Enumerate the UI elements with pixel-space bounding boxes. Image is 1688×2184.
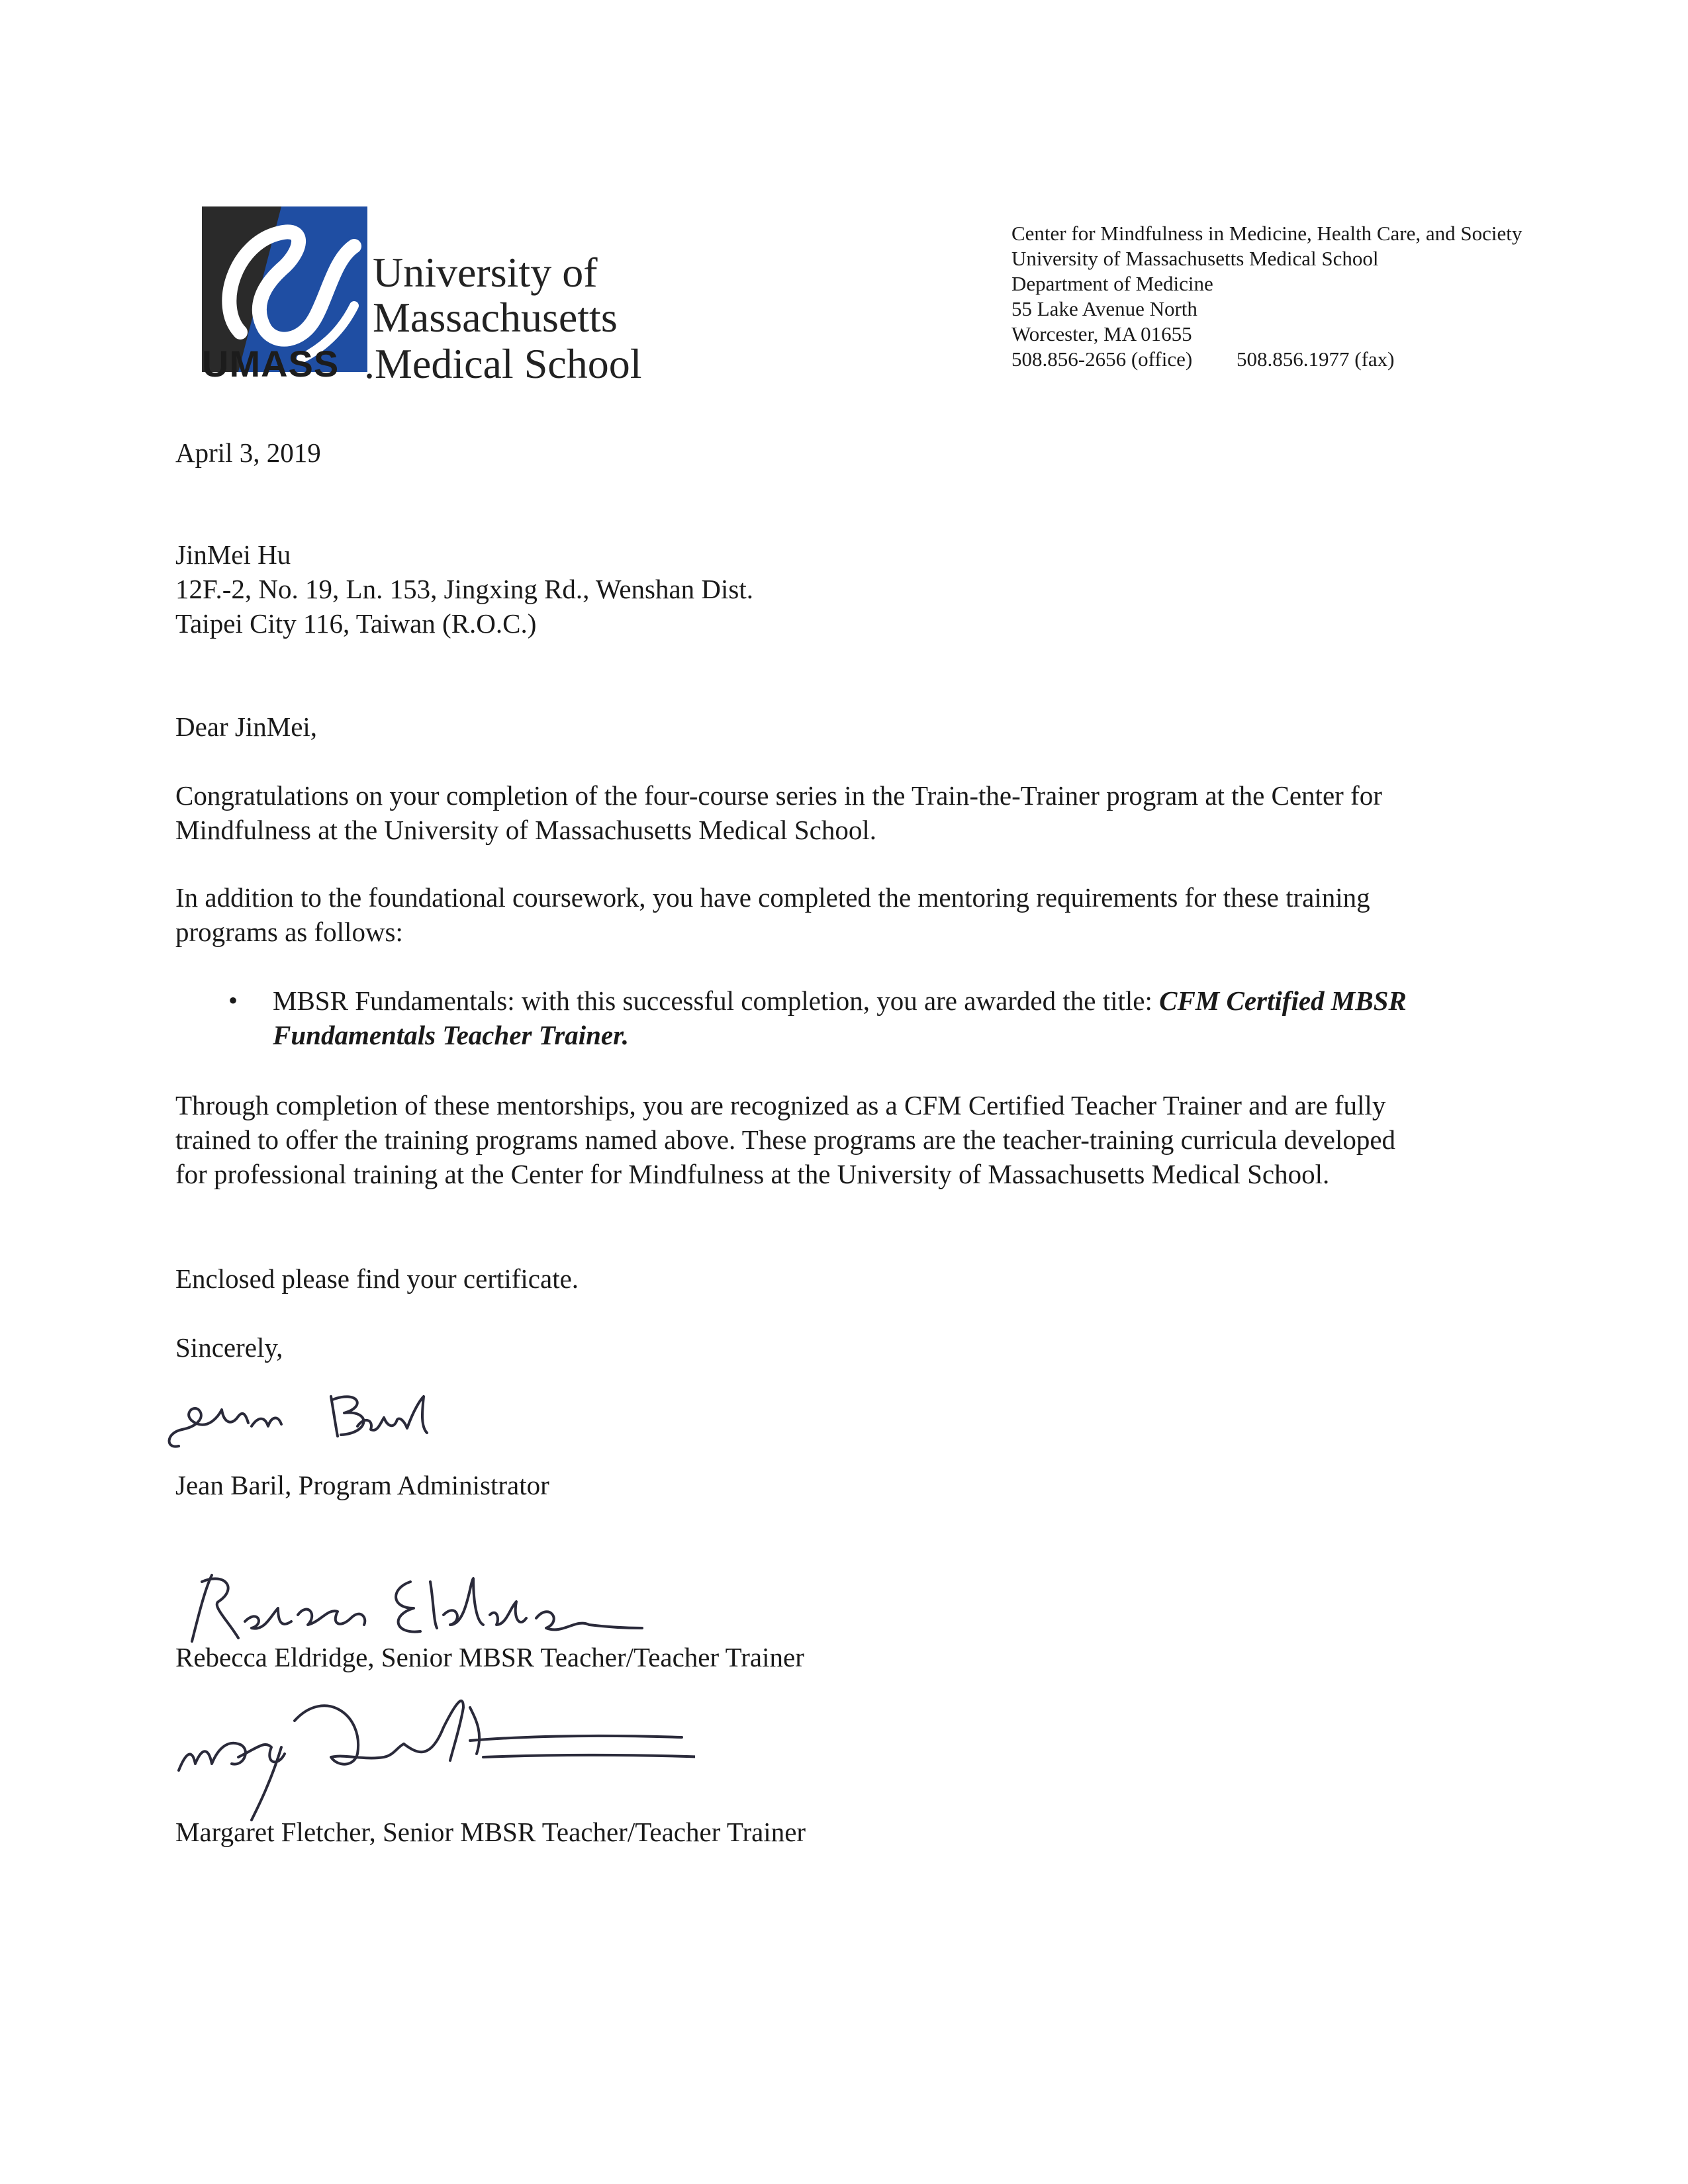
- address-line: Department of Medicine: [1011, 272, 1213, 295]
- address-line: Worcester, MA 01655: [1011, 322, 1192, 345]
- paragraph-3-line-1: Through completion of these mentorships, you are recognized as a CFM Certified Teacher Trainer and are fully: [175, 1090, 1386, 1120]
- address-line: Center for Mindfulness in Medicine, Health Care, and Society: [1011, 222, 1523, 245]
- recipient-name: JinMei Hu: [175, 539, 291, 570]
- paragraph-1-line-2: Mindfulness at the University of Massachusetts Medical School.: [175, 815, 876, 845]
- fax-number: 508.856.1977 (fax): [1237, 347, 1395, 371]
- letterhead-address: [1011, 221, 1634, 372]
- bullet-text-line-2: Fundamentals Teacher Trainer.: [273, 1020, 630, 1050]
- bullet-marker: •: [228, 985, 238, 1015]
- university-logo: [202, 206, 679, 387]
- signatory-3-name: Margaret Fletcher, Senior MBSR Teacher/Teacher Trainer: [175, 1817, 806, 1847]
- paragraph-1-line-1: Congratulations on your completion of the four-course series in the Train-the-Trainer program at the Center for: [175, 780, 1382, 811]
- signature-margaret-fletcher: [165, 1681, 695, 1827]
- paragraph-3-line-2: trained to offer the training programs named above. These programs are the teacher-training curricula developed: [175, 1124, 1396, 1155]
- salutation: Dear JinMei,: [175, 711, 318, 742]
- address-line: 55 Lake Avenue North: [1011, 297, 1197, 320]
- recipient-address-line-1: 12F.-2, No. 19, Ln. 153, Jingxing Rd., Wenshan Dist.: [175, 574, 754, 604]
- recipient-address-line-2: Taipei City 116, Taiwan (R.O.C.): [175, 608, 537, 639]
- enclosure-line: Enclosed please find your certificate.: [175, 1263, 579, 1294]
- contact-numbers: [1011, 347, 1634, 372]
- signatory-1-name: Jean Baril, Program Administrator: [175, 1470, 549, 1500]
- signatory-2-name: Rebecca Eldridge, Senior MBSR Teacher/Teacher Trainer: [175, 1642, 804, 1672]
- letter-date: April 3, 2019: [175, 437, 321, 468]
- paragraph-2-line-2: programs as follows:: [175, 917, 403, 947]
- awarded-title-part-2: Fundamentals Teacher Trainer: [273, 1020, 622, 1050]
- address-line: University of Massachusetts Medical School: [1011, 247, 1379, 270]
- phone-number: 508.856-2656 (office): [1011, 347, 1193, 371]
- logo-wordmark: UMASS: [202, 343, 340, 385]
- paragraph-2-line-1: In addition to the foundational coursework, you have completed the mentoring requirements for these training: [175, 882, 1370, 913]
- bullet-text: MBSR Fundamentals: with this successful completion, you are awarded the title:: [273, 985, 1160, 1016]
- logo-text-line-2: Massachusetts: [373, 294, 618, 341]
- closing: Sincerely,: [175, 1332, 283, 1363]
- logo-text-line-1: University of: [373, 249, 598, 296]
- bullet-text-line-1: [273, 983, 1650, 1018]
- awarded-title-part-1: CFM Certified MBSR: [1159, 985, 1407, 1016]
- paragraph-3-line-3: for professional training at the Center for Mindfulness at the University of Massachusetts Medical School.: [175, 1159, 1330, 1189]
- logo-text-line-3: .Medical School: [364, 340, 642, 387]
- signature-jean-baril: [159, 1370, 503, 1463]
